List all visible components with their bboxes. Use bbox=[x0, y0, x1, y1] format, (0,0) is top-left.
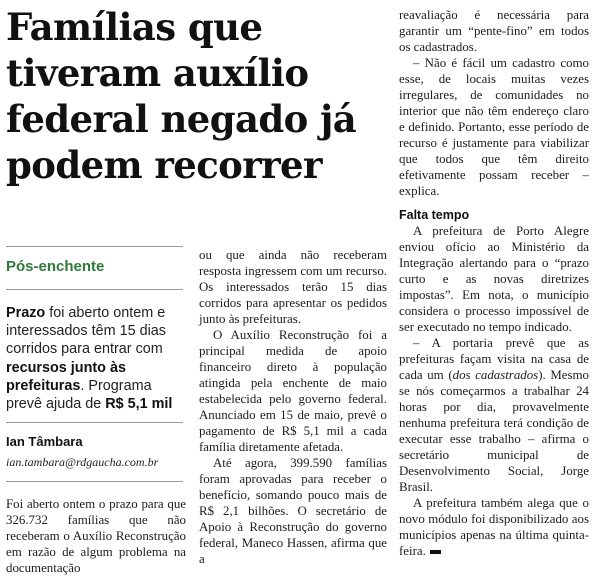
section-label: Pós-enchente bbox=[6, 258, 105, 275]
divider bbox=[6, 481, 183, 482]
divider bbox=[6, 246, 183, 247]
body-paragraph: A prefeitura de Porto Alegre enviou ofício ao Ministério da Integração alertando para o “prazo curto e as novas diretrizes impostas”. Em nota, o município considera o processo impossível de ser executado no tempo indicado. bbox=[399, 224, 589, 334]
end-of-article-mark bbox=[430, 550, 441, 554]
article-summary: Prazo foi aberto ontem e interessados têm 15 dias corridos para entrar com recursos junto às prefeituras. Programa prevê ajuda de R$ 5,1 mil bbox=[6, 305, 173, 413]
body-paragraph: – Não é fácil um cadastro como esse, de locais muitas vezes irregulares, de comunidades no interior que não têm endereço claro e definido. Portanto, esse período de recurso é justamente para viabilizar que todos que têm direito efetivamente possam receber – explica. bbox=[399, 56, 589, 198]
author-name: Ian Tâmbara bbox=[6, 434, 83, 449]
body-paragraph: A prefeitura também alega que o novo módulo foi disponibilizado aos municípios apenas na última quinta-feira. bbox=[399, 496, 589, 558]
headline: Famílias que tiveram auxílio federal negado já podem recorrer bbox=[6, 5, 357, 187]
body-column-1 bbox=[6, 496, 186, 576]
subheading: Falta tempo bbox=[399, 208, 470, 222]
body-paragraph: O Auxílio Reconstrução foi a principal medida de apoio financeiro direto à população atingida pela enchente de maio estabelecida pelo governo federal. Anunciado em 15 de maio, prevê o pagamento de R$ 5,1 mil a cada família diretamente afetada. bbox=[199, 328, 387, 454]
divider bbox=[6, 289, 183, 290]
body-paragraph: Até agora, 399.590 famílias foram aprovadas para receber o benefício, somando pouco mais de R$ 2,1 bilhões. O secretário de Apoio à Reconstrução do governo federal, Maneco Hassen, afirma que a bbox=[199, 456, 387, 566]
body-column-3 bbox=[399, 7, 589, 559]
body-paragraph: Foi aberto ontem o prazo para que 326.732 famílias que não receberam o Auxílio Reconstrução em razão de algum problema na documentação bbox=[6, 497, 186, 575]
body-paragraph: – A portaria prevê que as prefeituras façam visita na casa de cada um (dos cadastrados). Mesmo se nós começarmos a trabalhar 24 horas por dia, provavelmente nenhuma prefeitura terá condição de executar esse trabalho – afirma o secretário municipal de Desenvolvimento Social, Jorge Brasil. bbox=[399, 336, 589, 494]
body-paragraph: ou que ainda não receberam resposta ingressem com um recurso. Os interessados terão 15 dias corridos para apresentar os pedidos junto às prefeituras. bbox=[199, 248, 387, 326]
author-email: ian.tambara@rdgaucha.com.br bbox=[6, 455, 159, 469]
body-column-2 bbox=[199, 247, 387, 567]
divider bbox=[6, 422, 183, 423]
body-paragraph: reavaliação é necessária para garantir um “pente-fino” em todos os cadastrados. bbox=[399, 8, 589, 54]
